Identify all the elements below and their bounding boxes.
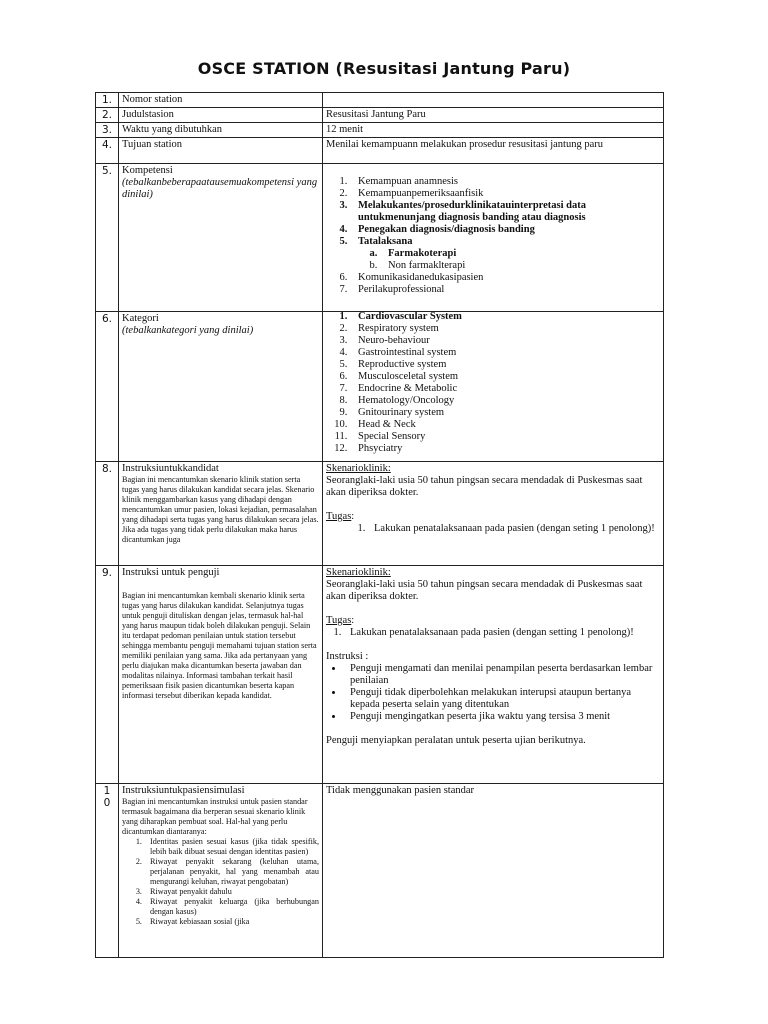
row-label: Kategori [122,313,159,324]
list-item: 9. Gnitourinary system [350,407,660,419]
patient-instruction-list [122,837,319,927]
list-item: 5. Riwayat kebiasaan sosial (jika [144,917,319,927]
row-label-cell [119,566,323,784]
task-list [326,627,660,639]
row-number: 3. [96,123,119,138]
task-colon: : [351,615,355,626]
table-row [96,123,664,138]
row-number: 1. [96,93,119,108]
task-list [326,523,660,535]
list-item: 4. Riwayat penyakit keluarga (jika berhubungan dengan kasus) [144,897,319,917]
instruction-list [326,663,660,723]
list-item: 8. Hematology/Oncology [350,395,660,407]
row-label: Waktu yang dibutuhkan [119,123,323,138]
row-value: 12 menit [323,123,664,138]
row-number: 1 0 [96,784,119,958]
list-item: 3. Melakukantes/prosedurklinikatauinterpretasi data untukmenunjang diagnosis banding atau diagnosis [350,200,660,224]
task-heading [326,511,660,523]
row-description: Bagian ini mencantumkan kembali skenario klinik serta tugas yang harus dilakukan kandidat. Selanjutnya tugas untuk penguji dituliskan dengan jelas, termasuk hal-hal yang harus maupun tidak boleh dilakukan penguji. Selain itu terdapat pedoman penilaian untuk station tersebut sehingga membantu penguji memahami tujuan station serta memiliki penilaian yang sama. Jika ada pertanyaan yang perlu diajukan maka dicantumkan beserta jawaban dan modalitas nilainya. Informasi tambahan terkait hasil pemeriksaan fisik pasien dicantumkan beserta kapan informasi tersebut diberikan kepada kandidat. [122,591,317,700]
list-item: 4. Penegakan diagnosis/diagnosis banding [350,224,660,236]
list-item: 3. Riwayat penyakit dahulu [144,887,319,897]
competency-list [326,176,660,296]
scenario-text: Seoranglaki-laki usia 50 tahun pingsan secara mendadak di Puskesmas saat akan diperiksa dokter. [326,475,643,498]
row-label: Instruksiuntukkandidat [122,463,219,474]
osce-table [95,92,664,958]
row-label: Nomor station [119,93,323,108]
list-item: • Penguji mengingatkan peserta jika waktu yang tersisa 3 menit [344,711,660,723]
row-number: 5. [96,164,119,312]
instruction-label: Instruksi : [326,651,369,662]
row-label: Judulstasion [119,108,323,123]
list-item: 2. Kemampuanpemeriksaanfisik [350,188,660,200]
list-item [350,236,660,272]
closing-note: Penguji menyiapkan peralatan untuk peserta ujian berikutnya. [326,735,586,746]
table-row [96,108,664,123]
list-item: 1. Identitas pasien sesuai kasus (jika tidak spesifik, lebih baik dibuat sesuai dengan identitas pasien) [144,837,319,857]
task-colon: : [351,511,355,522]
row-label-cell [119,164,323,312]
table-row [96,164,664,312]
row-number: 4. [96,138,119,164]
task-label: Tugas [326,511,352,522]
row-number: 2. [96,108,119,123]
row-description: Bagian ini mencantumkan skenario klinik station serta tugas yang harus dilakukan kandidat secara jelas. Skenario klinik menggambarkan kasus yang dihadapi dengan mencantumkan umur pasien, lokasi kejadian, permasalahan yang dihadapi serta tugas yang harus dilakukan secara jelas. Jika ada tugas yang tidak perlu dilakukan maka harus dicantumkan juga [122,475,319,544]
page-title: OSCE STATION (Resusitasi Jantung Paru) [197,59,571,78]
list-item: 11. Special Sensory [350,431,660,443]
list-item: 2. Respiratory system [350,323,660,335]
list-item: 7. Endocrine & Metabolic [350,383,660,395]
list-item: 3. Neuro-behaviour [350,335,660,347]
sub-list [358,248,660,272]
task-label: Tugas [326,615,352,626]
list-item: 1. Kemampuan anamnesis [350,176,660,188]
table-row [96,138,664,164]
row-number: 9. [96,566,119,784]
row-number: 8. [96,462,119,566]
list-item: • Penguji tidak diperbolehkan melakukan interupsi ataupun bertanya kepada peserta selain yang ditentukan [344,687,660,711]
sub-list-item: b. Non farmaklterapi [380,260,660,272]
row-label-cell [119,784,323,958]
list-item-label: Tatalaksana [358,236,413,247]
scenario-cell [323,566,664,784]
row-value: Tidak menggunakan pasien standar [323,784,664,958]
category-cell [323,312,664,462]
list-item: 2. Riwayat penyakit sekarang (keluhan utama, perjalanan penyakit, hal yang menambah atau mengurangi keluhan, riwayat pengobatan) [144,857,319,887]
table-row [96,462,664,566]
table-row [96,566,664,784]
row-value: Menilai kemampuann melakukan prosedur resusitasi jantung paru [323,138,664,164]
row-note: (tebalkanbeberapaatausemuakompetensi yang dinilai) [122,177,318,200]
row-label: Kompetensi [122,165,173,176]
scenario-label: Skenarioklinik: [326,567,391,578]
list-item: 6. Komunikasidanedukasipasien [350,272,660,284]
list-item: 12. Phsyciatry [350,443,660,455]
list-item: 6. Musculosceletal system [350,371,660,383]
category-list [326,312,660,456]
row-label-cell [119,312,323,462]
list-item: 1. Cardiovascular System [350,312,660,324]
task-heading [326,615,660,627]
scenario-cell [323,462,664,566]
row-label: Instruksiuntukpasiensimulasi [122,785,245,796]
table-row [96,784,664,958]
row-label-cell [119,462,323,566]
row-description: Bagian ini mencantumkan instruksi untuk pasien standar termasuk bagaimana dia berperan sesuai skenario klinik yang diharapkan pembuat soal. Hal-hal yang perlu dicantumkan diantaranya: [122,797,308,836]
list-item: 5. Reproductive system [350,359,660,371]
row-label: Instruksi untuk penguji [122,567,220,578]
row-note: (tebalkankategori yang dinilai) [122,325,254,336]
scenario-label: Skenarioklinik: [326,463,391,474]
list-item: 7. Perilakuprofessional [350,284,660,296]
row-number: 6. [96,312,119,462]
list-item: 4. Gastrointestinal system [350,347,660,359]
list-item: 1. Lakukan penatalaksanaan pada pasien (dengan setting 1 penolong)! [344,627,660,639]
scenario-text: Seoranglaki-laki usia 50 tahun pingsan secara mendadak di Puskesmas saat akan diperiksa dokter. [326,579,643,602]
competency-cell [323,164,664,312]
list-item: • Penguji mengamati dan menilai penampilan peserta berdasarkan lembar penilaian [344,663,660,687]
row-label: Tujuan station [119,138,323,164]
row-value: Resusitasi Jantung Paru [323,108,664,123]
table-row [96,312,664,462]
row-value [323,93,664,108]
list-item: 1. Lakukan penatalaksanaan pada pasien (dengan seting 1 penolong)! [368,523,660,535]
table-row [96,93,664,108]
list-item: 10. Head & Neck [350,419,660,431]
sub-list-item: a. Farmakoterapi [380,248,660,260]
